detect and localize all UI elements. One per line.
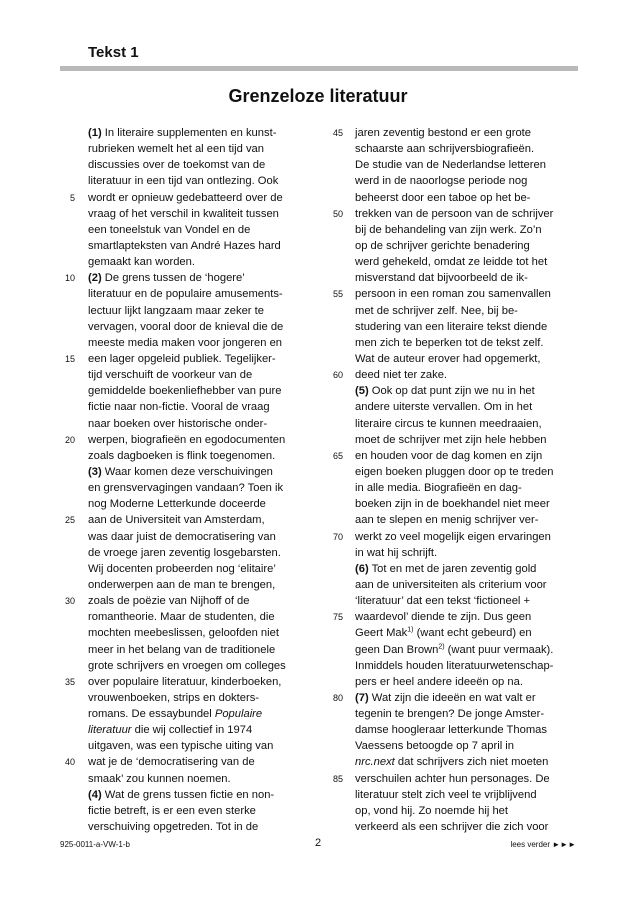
text-line bbox=[69, 190, 300, 206]
line-text: Inmiddels houden literatuurwetenschap- bbox=[355, 659, 554, 672]
line-text: over populaire literatuur, kinderboeken, bbox=[88, 675, 282, 688]
line-number: 35 bbox=[64, 676, 75, 687]
text-line bbox=[88, 319, 300, 335]
line-text: gemaakt kan worden. bbox=[88, 256, 195, 269]
text-line bbox=[88, 464, 300, 480]
italic-text: literatuur bbox=[88, 724, 132, 737]
text-line bbox=[88, 819, 300, 835]
line-text: (want puur vermaak). bbox=[444, 643, 554, 656]
text-line bbox=[88, 561, 300, 577]
text-line bbox=[355, 674, 567, 690]
section-label: Tekst 1 bbox=[88, 44, 139, 61]
line-number: 25 bbox=[64, 515, 75, 526]
line-text: zoals de poëzie van Nijhoff of de bbox=[88, 595, 250, 608]
text-line bbox=[88, 496, 300, 512]
line-text: zoals dagboeken is flink toegenomen. bbox=[88, 449, 276, 462]
paragraph-number: (3) bbox=[88, 465, 102, 478]
page-number: 2 bbox=[314, 837, 322, 849]
text-line bbox=[355, 658, 567, 674]
line-text: en grensvervagingen vandaan? Toen ik bbox=[88, 482, 284, 495]
line-text: smaak’ zou kunnen noemen. bbox=[88, 772, 231, 785]
text-line bbox=[355, 141, 567, 157]
line-text: aan te slepen en menig schrijver ver- bbox=[355, 514, 539, 527]
footer-code: 925-0011-a-VW-1-b bbox=[60, 840, 130, 849]
text-line bbox=[355, 722, 567, 738]
line-text: persoon in een roman zou samenvallen bbox=[355, 288, 551, 301]
line-text: die wij collectief in 1974 bbox=[131, 724, 253, 737]
text-line bbox=[88, 480, 300, 496]
line-text: beheerst door een taboe op het be- bbox=[355, 191, 531, 204]
line-text: pers er heel andere ideeën op na. bbox=[355, 675, 523, 688]
line-text: romans. De essaybundel bbox=[88, 708, 215, 721]
text-line bbox=[88, 787, 300, 803]
text-line bbox=[88, 545, 300, 561]
text-line bbox=[355, 545, 567, 561]
text-line bbox=[88, 125, 300, 141]
line-number: 30 bbox=[64, 596, 75, 607]
line-text: verkeerd als een schrijver die zich voor bbox=[355, 821, 549, 834]
next-page-indicator: lees verder ►►► bbox=[510, 840, 576, 849]
text-line bbox=[64, 432, 300, 448]
text-line bbox=[332, 206, 567, 222]
line-text: studering van een literaire tekst diende bbox=[355, 320, 548, 333]
line-text: fictie naar non-fictie. Vooral de vraag bbox=[88, 401, 270, 414]
line-text: aan de Universiteit van Amsterdam, bbox=[88, 514, 265, 527]
line-text: andere uiterste vervallen. Om in het bbox=[355, 401, 533, 414]
line-text: op, vond hij. Zo noemde hij het bbox=[355, 804, 508, 817]
text-line bbox=[332, 690, 567, 706]
text-line bbox=[88, 399, 300, 415]
line-text: schaarste aan schrijversbiografieën. bbox=[355, 143, 535, 156]
text-line bbox=[88, 738, 300, 754]
text-line bbox=[355, 254, 567, 270]
line-text: Vaessens betoogde op 7 april in bbox=[355, 740, 515, 753]
line-number: 75 bbox=[332, 612, 343, 623]
text-line bbox=[88, 157, 300, 173]
line-text: onderwerpen aan de man te brengen, bbox=[88, 578, 276, 591]
text-line bbox=[88, 690, 300, 706]
text-line bbox=[332, 286, 567, 302]
line-text: damse hoogleraar letterkunde Thomas bbox=[355, 724, 547, 737]
text-line bbox=[88, 706, 300, 722]
text-line bbox=[88, 383, 300, 399]
line-number: 85 bbox=[332, 773, 343, 784]
line-text: jaren zeventig bestond er een grote bbox=[355, 127, 532, 139]
text-line bbox=[355, 190, 567, 206]
text-line bbox=[88, 141, 300, 157]
text-line bbox=[355, 642, 567, 658]
line-text: werkt zo veel mogelijk eigen ervaringen bbox=[355, 530, 551, 543]
line-text: werd in de naoorlogse periode nog bbox=[355, 175, 528, 188]
line-text: in wat hij schrijft. bbox=[355, 546, 438, 559]
line-text: een lager opgeleid publiek. Tegelijker- bbox=[88, 352, 276, 365]
line-text: romantheorie. Maar de studenten, die bbox=[88, 611, 275, 624]
line-text: uitgaven, was een typische uiting van bbox=[88, 740, 274, 753]
text-line bbox=[88, 577, 300, 593]
line-text: mochten meebeslissen, geloofden niet bbox=[88, 627, 279, 640]
text-line bbox=[88, 303, 300, 319]
line-text: aan de universiteiten als criterium voor bbox=[355, 578, 547, 591]
line-text: moet de schrijver met zijn hele hebben bbox=[355, 433, 547, 446]
text-line bbox=[88, 448, 300, 464]
line-text: lectuur lijkt langzaam maar zeker te bbox=[88, 304, 264, 317]
line-text: In literaire supplementen en kunst- bbox=[101, 127, 277, 139]
line-number: 5 bbox=[69, 192, 75, 203]
text-line bbox=[355, 803, 567, 819]
text-line bbox=[88, 254, 300, 270]
text-line bbox=[88, 529, 300, 545]
text-line bbox=[355, 238, 567, 254]
text-line bbox=[355, 787, 567, 803]
line-text: (want echt gebeurd) en bbox=[413, 627, 532, 640]
line-number: 65 bbox=[332, 450, 343, 461]
line-text: Wij docenten probeerden nog ‘elitaire’ bbox=[88, 562, 276, 575]
line-text: werpen, biografieën en egodocumenten bbox=[88, 433, 286, 446]
line-text: literatuur in een tijd van ontlezing. Ook bbox=[88, 175, 279, 188]
line-text: Tot en met de jaren zeventig gold bbox=[368, 562, 537, 575]
text-line bbox=[355, 303, 567, 319]
text-line bbox=[355, 512, 567, 528]
text-line bbox=[355, 593, 567, 609]
line-text: dat schrijvers zich niet moeten bbox=[394, 756, 549, 769]
text-line bbox=[355, 577, 567, 593]
text-line bbox=[64, 674, 300, 690]
line-text: nog Moderne Letterkunde doceerde bbox=[88, 498, 266, 511]
italic-text: nrc.next bbox=[355, 756, 395, 769]
text-line bbox=[332, 529, 567, 545]
line-text: bij de behandeling van zijn werk. Zo’n bbox=[355, 223, 542, 236]
line-text: literaire circus te kunnen meedraaien, bbox=[355, 417, 542, 430]
text-line bbox=[355, 335, 567, 351]
line-text: vervagen, vooral door de knieval die de bbox=[88, 320, 284, 333]
text-line bbox=[64, 593, 300, 609]
text-line bbox=[332, 609, 567, 625]
line-text: was daar juist de democratisering van bbox=[88, 530, 276, 543]
line-text: geen Dan Brown bbox=[355, 643, 439, 656]
line-text: Ook op dat punt zijn we nu in het bbox=[368, 385, 535, 398]
text-line bbox=[355, 222, 567, 238]
line-text: wordt er opnieuw gedebatteerd over de bbox=[88, 191, 283, 204]
header-rule bbox=[60, 66, 578, 71]
line-number: 15 bbox=[64, 353, 75, 364]
line-text: verschuiving opgetreden. Tot in de bbox=[88, 821, 259, 834]
line-text: eigen boeken pluggen door op te treden bbox=[355, 465, 554, 478]
left-column bbox=[64, 125, 300, 835]
line-text: Wat de auteur erover had opgemerkt, bbox=[355, 352, 541, 365]
text-line bbox=[355, 561, 567, 577]
line-text: verschuilen achter hun personages. De bbox=[355, 772, 550, 785]
paragraph-number: (6) bbox=[355, 562, 369, 575]
text-line bbox=[88, 609, 300, 625]
footnote-marker: 2) bbox=[438, 642, 445, 650]
line-text: een toneelstuk van Vondel en de bbox=[88, 223, 251, 236]
text-line bbox=[355, 157, 567, 173]
text-line bbox=[332, 448, 567, 464]
text-line bbox=[88, 803, 300, 819]
line-number: 40 bbox=[64, 757, 75, 768]
text-line bbox=[88, 222, 300, 238]
text-line bbox=[88, 335, 300, 351]
text-line bbox=[88, 367, 300, 383]
line-text: meeste media maken voor jongeren en bbox=[88, 336, 283, 349]
line-text: meer in het belang van de traditionele bbox=[88, 643, 276, 656]
line-text: Wat de grens tussen fictie en non- bbox=[101, 788, 275, 801]
line-text: de vroege jaren zeventig losgebarsten. bbox=[88, 546, 281, 559]
text-line bbox=[355, 480, 567, 496]
text-line bbox=[88, 238, 300, 254]
line-number: 20 bbox=[64, 434, 75, 445]
text-line bbox=[355, 270, 567, 286]
line-text: trekken van de persoon van de schrijver bbox=[355, 207, 554, 220]
text-line bbox=[355, 351, 567, 367]
line-text: deed niet ter zake. bbox=[355, 369, 448, 382]
text-line bbox=[355, 625, 567, 641]
text-line bbox=[332, 771, 567, 787]
line-text: discussies over de toekomst van de bbox=[88, 159, 266, 172]
line-text: en houden voor de dag komen en zijn bbox=[355, 449, 543, 462]
line-text: wat je de ‘democratisering van de bbox=[88, 756, 255, 769]
text-line bbox=[355, 496, 567, 512]
line-text: misverstand dat bijvoorbeeld de ik- bbox=[355, 272, 528, 285]
text-line bbox=[88, 173, 300, 189]
right-column bbox=[332, 125, 567, 835]
line-text: vraag of het verschil in kwaliteit tussen bbox=[88, 207, 279, 220]
paragraph-number: (7) bbox=[355, 691, 369, 704]
text-line bbox=[64, 270, 300, 286]
text-line bbox=[355, 416, 567, 432]
line-text: gemiddelde boekenliefhebber van pure bbox=[88, 385, 282, 398]
line-number: 10 bbox=[64, 273, 75, 284]
italic-text: Populaire bbox=[214, 708, 263, 721]
line-text: tijd verschuift de voorkeur van de bbox=[88, 369, 253, 382]
text-line bbox=[355, 399, 567, 415]
text-line bbox=[332, 125, 567, 141]
text-line bbox=[88, 286, 300, 302]
footnote-marker: 1) bbox=[407, 626, 414, 634]
text-line bbox=[355, 432, 567, 448]
line-text: vrouwenboeken, strips en dokters- bbox=[88, 691, 260, 704]
text-line bbox=[355, 173, 567, 189]
line-number: 70 bbox=[332, 531, 343, 542]
text-line bbox=[64, 754, 300, 770]
line-text: werd gehekeld, omdat ze leidde tot het bbox=[355, 256, 548, 269]
line-number: 50 bbox=[332, 208, 343, 219]
line-text: grote schrijvers en vroegen om colleges bbox=[88, 659, 286, 672]
text-line bbox=[88, 206, 300, 222]
line-text: naar boeken over historische onder- bbox=[88, 417, 268, 430]
text-line bbox=[88, 416, 300, 432]
line-text: met de schrijver zelf. Nee, bij be- bbox=[355, 304, 518, 317]
text-line bbox=[355, 819, 567, 835]
line-text: rubrieken wemelt het al een tijd van bbox=[88, 143, 264, 156]
text-line bbox=[332, 367, 567, 383]
line-text: ‘literatuur’ dat een tekst ‘fictioneel + bbox=[355, 595, 531, 608]
article-title: Grenzeloze literatuur bbox=[228, 86, 408, 106]
text-line bbox=[88, 625, 300, 641]
paragraph-number: (5) bbox=[355, 385, 369, 398]
text-line bbox=[355, 383, 567, 399]
text-line bbox=[88, 771, 300, 787]
text-line bbox=[88, 658, 300, 674]
paragraph-number: (4) bbox=[88, 788, 102, 801]
text-line bbox=[355, 738, 567, 754]
line-number: 55 bbox=[332, 289, 343, 300]
text-line bbox=[64, 512, 300, 528]
line-text: smartlapteksten van André Hazes hard bbox=[88, 239, 281, 252]
line-text: boeken zijn in de boekhandel niet meer bbox=[355, 498, 550, 511]
line-text: Geert Mak bbox=[355, 627, 408, 640]
paragraph-number: (2) bbox=[88, 272, 102, 285]
line-text: De studie van de Nederlandse letteren bbox=[355, 159, 546, 172]
line-text: De grens tussen de ‘hogere’ bbox=[101, 272, 245, 285]
line-text: tegenin te brengen? De jonge Amster- bbox=[355, 708, 545, 721]
line-number: 60 bbox=[332, 370, 343, 381]
line-text: fictie betreft, is er een even sterke bbox=[88, 804, 256, 817]
line-text: Waar komen deze verschuivingen bbox=[101, 465, 273, 478]
text-line bbox=[355, 706, 567, 722]
text-line bbox=[64, 351, 300, 367]
line-text: literatuur stelt zich veel te vrijblijvend bbox=[355, 788, 537, 801]
line-text: op de schrijver gerichte benadering bbox=[355, 239, 530, 252]
line-text: men zich te beperken tot de tekst zelf. bbox=[355, 336, 544, 349]
line-text: in alle media. Biografieën en dag- bbox=[355, 482, 522, 495]
line-text: Wat zijn die ideeën en wat valt er bbox=[368, 691, 536, 704]
line-text: literatuur en de populaire amusements- bbox=[88, 288, 283, 301]
text-line bbox=[355, 319, 567, 335]
text-line bbox=[355, 464, 567, 480]
text-line bbox=[355, 754, 567, 770]
line-text: waardevol’ diende te zijn. Dus geen bbox=[355, 611, 532, 624]
text-line bbox=[88, 722, 300, 738]
line-number: 45 bbox=[332, 128, 343, 138]
text-line bbox=[88, 642, 300, 658]
line-number: 80 bbox=[332, 692, 343, 703]
paragraph-number: (1) bbox=[88, 127, 102, 139]
